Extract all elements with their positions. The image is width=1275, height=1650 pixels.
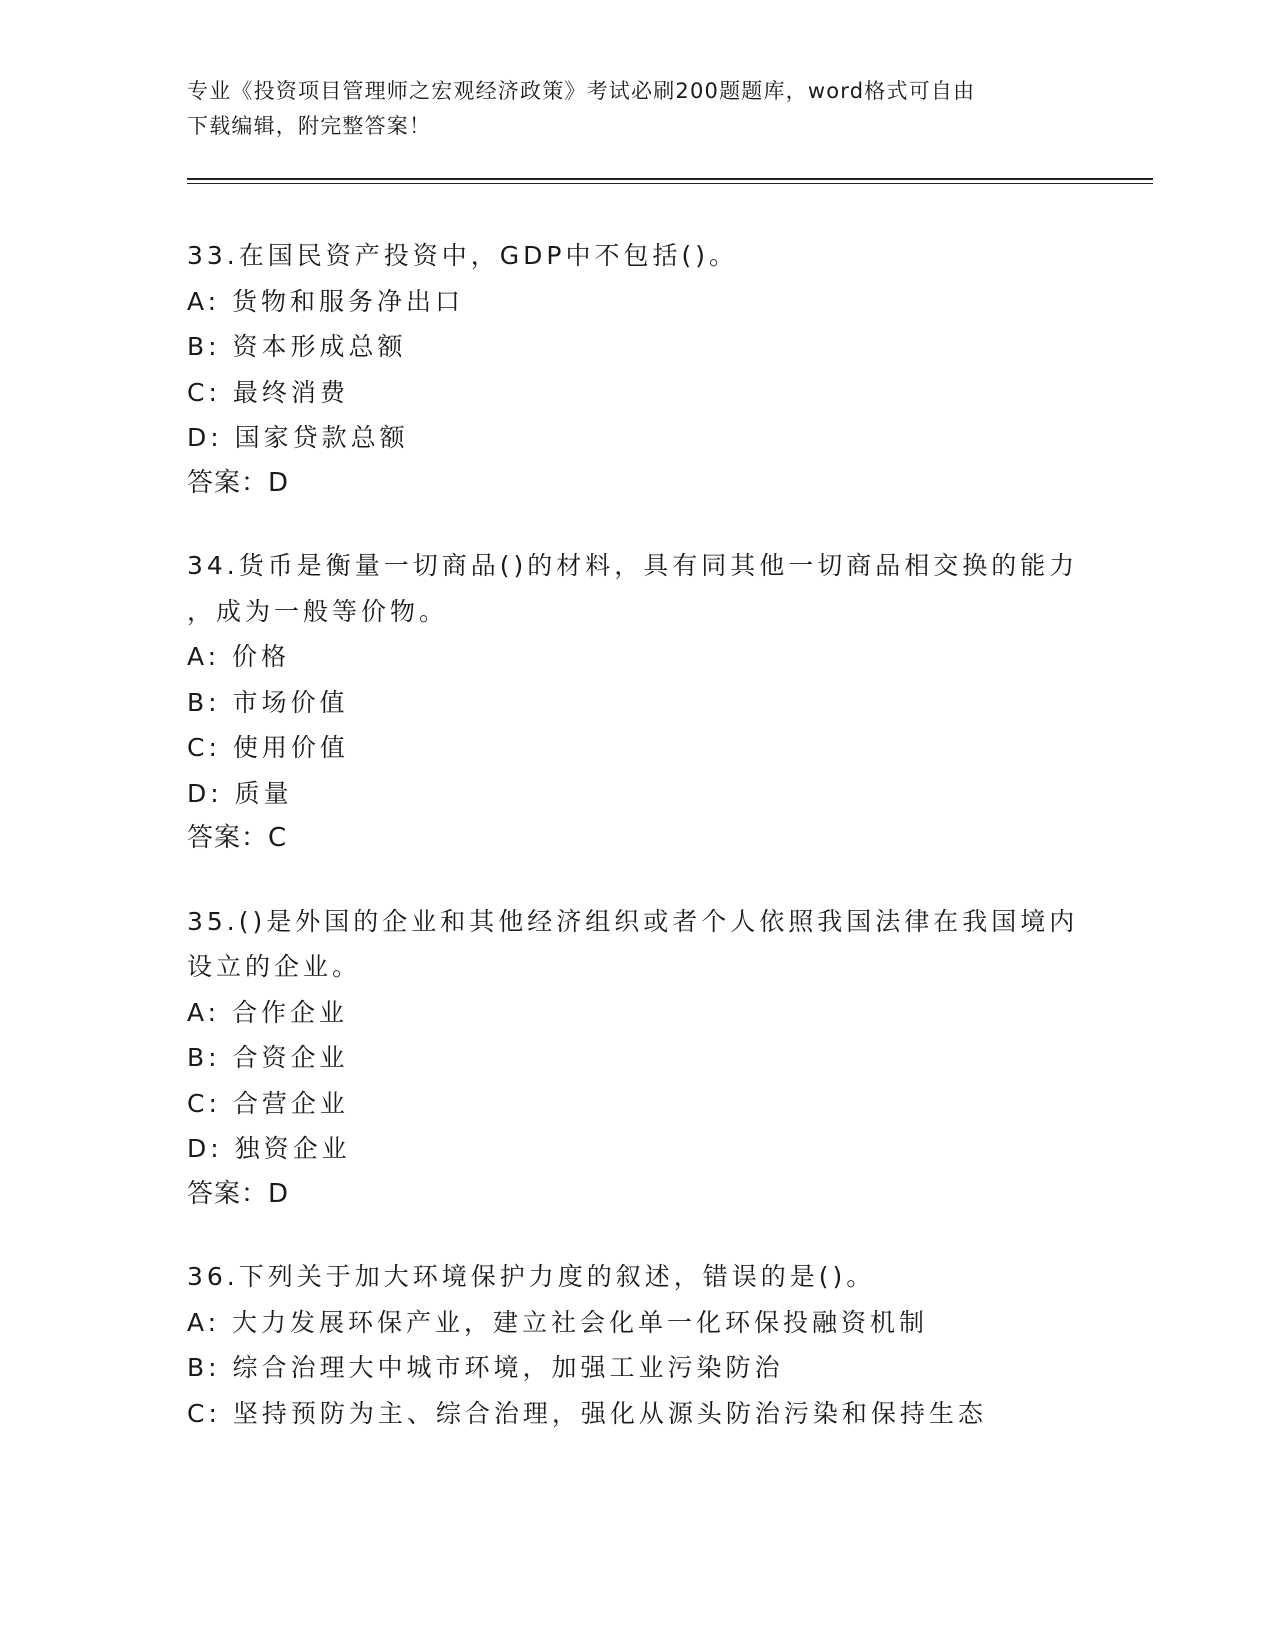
- question-stem: 34.货币是衡量一切商品()的材料，具有同其他一切商品相交换的能力: [187, 551, 1079, 580]
- question-35: [187, 899, 1087, 1218]
- question-stem: 35.()是外国的企业和其他经济组织或者个人依照我国法律在我国境内: [187, 906, 1079, 936]
- option-d: D: 国家贷款总额: [187, 423, 409, 452]
- header-line-2: 下载编辑，附完整答案！: [187, 114, 432, 138]
- document-header: [187, 74, 1087, 144]
- option-b: B: 资本形成总额: [187, 332, 407, 361]
- header-divider: [187, 178, 1153, 184]
- option-d: D: 质量: [187, 778, 293, 808]
- question-33: [187, 233, 1087, 506]
- question-36: [187, 1254, 1087, 1436]
- question-34: [187, 543, 1087, 862]
- option-c: C: 使用价值: [187, 733, 349, 762]
- option-b: B: 市场价值: [187, 687, 349, 717]
- option-b: B: 合资企业: [187, 1043, 349, 1072]
- question-stem: 36.下列关于加大环境保护力度的叙述，错误的是()。: [187, 1262, 876, 1291]
- option-b: B: 综合治理大中城市环境，加强工业污染防治: [187, 1353, 784, 1382]
- answer-line: 答案：D: [187, 1178, 290, 1209]
- option-a: A: 大力发展环保产业，建立社会化单一化环保投融资机制: [187, 1307, 929, 1337]
- option-a: A: 价格: [187, 642, 291, 671]
- option-c: C: 合营企业: [187, 1088, 349, 1118]
- answer-line: 答案：C: [187, 823, 288, 853]
- option-c: C: 最终消费: [187, 377, 349, 407]
- option-a: A: 合作企业: [187, 997, 349, 1027]
- answer-line: 答案：D: [187, 467, 290, 498]
- option-c: C: 坚持预防为主、综合治理，强化从源头防治污染和保持生态: [187, 1398, 987, 1428]
- question-stem: 33.在国民资产投资中，GDP中不包括()。: [187, 241, 738, 270]
- header-line-1: 专业《投资项目管理师之宏观经济政策》考试必刷200题题库，word格式可自由: [187, 79, 976, 103]
- question-stem-continued: 设立的企业。: [187, 952, 362, 981]
- question-list: [187, 233, 1087, 1473]
- option-d: D: 独资企业: [187, 1134, 351, 1163]
- question-stem-continued: ，成为一般等价物。: [187, 596, 449, 626]
- option-a: A: 货物和服务净出口: [187, 286, 465, 316]
